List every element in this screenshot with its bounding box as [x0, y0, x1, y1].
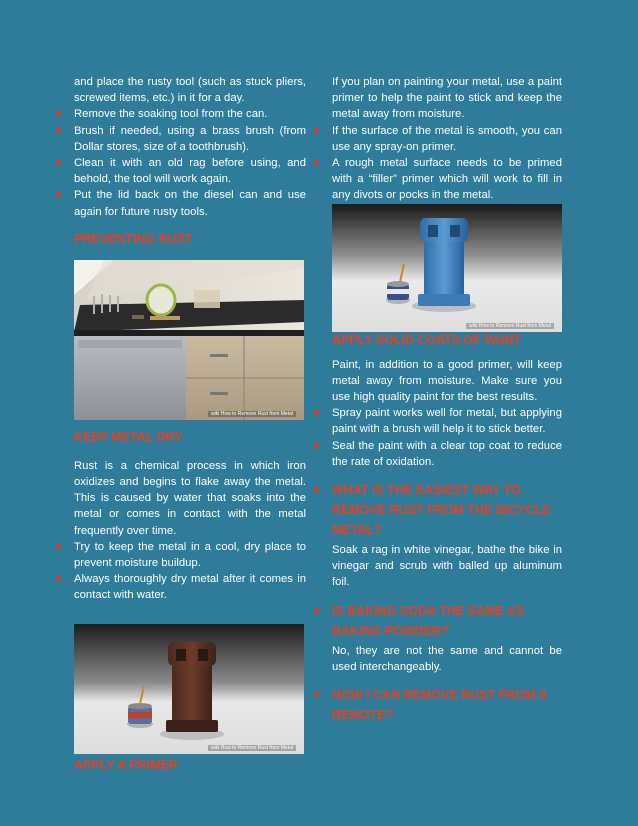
faq-answer-bicycle: Soak a rag in white vinegar, bathe the bike in vinegar and scrub with balled up aluminum foil. — [332, 544, 562, 589]
faq-question-remote: HOW I CAN REMOVE RUST FROM A REMOTE? — [314, 685, 562, 725]
kitchen-image — [74, 260, 304, 420]
bullet-icon — [314, 487, 319, 492]
heading-keep-metal-dry: KEEP METAL DRY — [74, 429, 183, 444]
primer-paragraph: If you plan on painting your metal, use a paint primer to help the paint to stick and keep the metal away from moisture. — [332, 76, 562, 121]
primer-list — [314, 123, 562, 204]
paint-list — [314, 405, 562, 470]
bullet-icon — [314, 443, 319, 448]
faq-question-baking-soda: IS BAKING SODA THE SAME AS BAKING POWDER? — [314, 601, 562, 641]
intro-paragraph: and place the rusty tool (such as stuck pliers, screwed items, etc.) in it for a day. — [74, 76, 306, 105]
heading-apply-paint: APPLY SOLID COATS OF PAINT — [332, 332, 522, 347]
bullet-icon — [56, 160, 61, 165]
keep-dry-list — [56, 539, 306, 604]
image-watermark: wiki How to Remove Rust from Metal — [208, 411, 296, 417]
list-item: Remove the soaking tool from the can. — [56, 106, 306, 122]
list-item: Always thoroughly dry metal after it comes in contact with water. — [56, 571, 306, 603]
list-item: Clean it with an old rag before using, and behold, the tool will work again. — [56, 155, 306, 187]
image-watermark: wiki How to Remove Rust from Metal — [466, 323, 554, 329]
bullet-icon — [314, 128, 319, 133]
rusty-trash-can-illustration — [74, 624, 304, 754]
image-watermark: wiki How to Remove Rust from Metal — [208, 745, 296, 751]
list-item: Spray paint works well for metal, but applying paint with a brush will help it to stick better. — [314, 405, 562, 437]
keep-dry-paragraph: Rust is a chemical process in which iron oxidizes and begins to flake away the metal. This is caused by water that soaks into the metal or comes in contact with the metal frequently over time. — [74, 459, 306, 537]
list-item: Put the lid back on the diesel can and use again for future rusty tools. — [56, 187, 306, 219]
list-item: If the surface of the metal is smooth, you can use any spray-on primer. — [314, 123, 562, 155]
bullet-icon — [56, 128, 61, 133]
bullet-icon — [314, 692, 319, 697]
bullet-icon — [56, 544, 61, 549]
heading-preventing-rust: PREVENTING RUST — [74, 231, 193, 246]
list-item: Seal the paint with a clear top coat to reduce the rate of oxidation. — [314, 438, 562, 470]
list-item: Try to keep the metal in a cool, dry place to prevent moisture buildup. — [56, 539, 306, 571]
bullet-icon — [314, 160, 319, 165]
kitchen-illustration — [74, 260, 304, 420]
soak-steps-list — [56, 106, 306, 219]
bullet-icon — [56, 576, 61, 581]
right-column — [314, 74, 562, 725]
bullet-icon — [314, 608, 319, 613]
painted-can-image — [332, 204, 562, 332]
faq-question-bicycle: WHAT IS THE EASIEST WAY TO REMOVE RUST FROM THE BICYCLE METAL? — [314, 480, 562, 540]
left-column — [56, 74, 306, 774]
faq-answer-baking-soda: No, they are not the same and cannot be used interchangeably. — [332, 644, 562, 673]
blue-trash-can-illustration — [332, 204, 562, 332]
bullet-icon — [56, 192, 61, 197]
paint-paragraph: Paint, in addition to a good primer, will keep metal away from moisture. Make sure you use high quality paint for the best results. — [332, 358, 562, 404]
heading-apply-primer: APPLY A PRIMER — [74, 757, 178, 772]
bullet-icon — [314, 410, 319, 415]
rusty-can-image — [74, 624, 304, 754]
bullet-icon — [56, 111, 61, 116]
list-item: Brush if needed, using a brass brush (from Dollar stores, size of a toothbrush). — [56, 123, 306, 155]
list-item: A rough metal surface needs to be primed with a “filler” primer which will work to fill in any divots or pocks in the metal. — [314, 155, 562, 204]
